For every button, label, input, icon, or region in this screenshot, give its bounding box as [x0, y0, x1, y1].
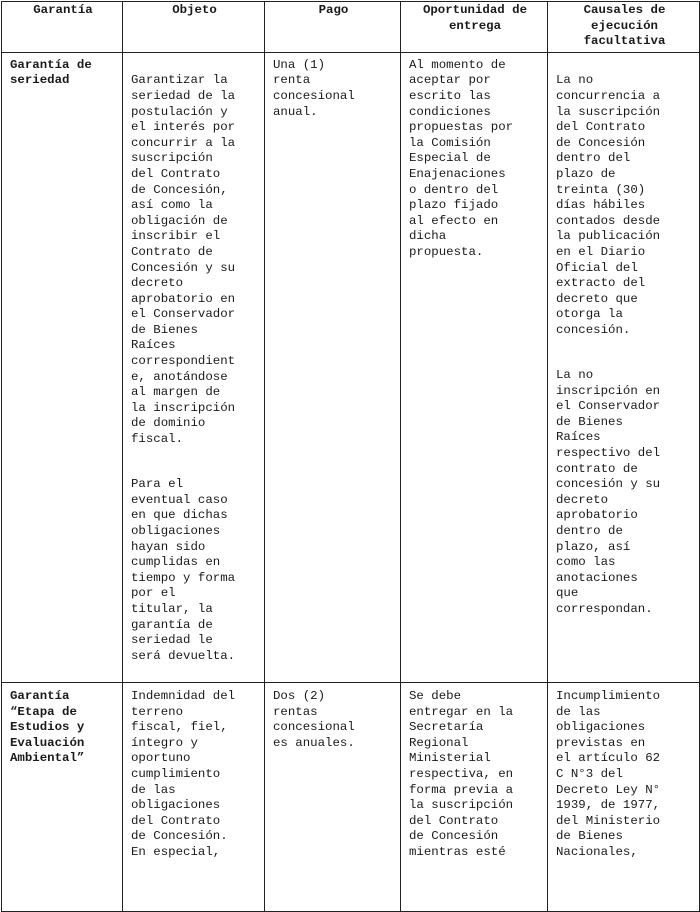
cell-causales: Incumplimiento de las obligaciones previstas en el artículo 62 C N°3 del Decreto Ley N° 1939, de 1977, del Ministerio de Bienes Nacionales, [548, 682, 700, 911]
header-oportunidad: Oportunidad de entrega [401, 2, 548, 53]
header-objeto: Objeto [123, 2, 265, 53]
cell-paragraph: La no inscripción en el Conservador de Bienes Raíces respectivo del contrato de concesión y su decreto aprobatorio dentro de plazo, así como las anotaciones que correspondan. [556, 368, 661, 616]
cell-pago: Dos (2) rentas concesional es anuales. [265, 682, 401, 911]
table-header-row [2, 2, 700, 53]
cell-objeto [123, 52, 265, 682]
guarantees-table [1, 1, 700, 912]
header-causales: Causales de ejecución facultativa [548, 2, 700, 53]
cell-pago: Una (1) renta concesional anual. [265, 52, 401, 682]
header-garantia: Garantía [2, 2, 123, 53]
table-row [2, 52, 700, 682]
cell-paragraph: La no concurrencia a la suscripción del Contrato de Concesión dentro del plazo de treinta (30) días hábiles contados desde la publicación en el Diario Oficial del extracto del decreto que otorga la concesión. [556, 73, 661, 337]
cell-oportunidad: Se debe entregar en la Secretaría Regional Ministerial respectiva, en forma previa a la suscripción del Contrato de Concesión mientras esté [401, 682, 548, 911]
cell-objeto: Indemnidad del terreno fiscal, fiel, íntegro y oportuno cumplimiento de las obligaciones del Contrato de Concesión. En especial, [123, 682, 265, 911]
cell-paragraph: Para el eventual caso en que dichas obligaciones hayan sido cumplidas en tiempo y forma por el titular, la garantía de seriedad le será devuelta. [131, 477, 236, 663]
cell-causales [548, 52, 700, 682]
cell-garantia: Garantía de seriedad [2, 52, 123, 682]
header-pago: Pago [265, 2, 401, 53]
cell-paragraph: Garantizar la seriedad de la postulación y el interés por concurrir a la suscripción del Contrato de Concesión, así como la obligación de inscribir el Contrato de Concesión y su decreto aprobatorio en el Conservador de Bienes Raíces correspondient e, anotándose al margen de la inscripción de dominio fiscal. [131, 73, 236, 447]
cell-garantia: Garantía “Etapa de Estudios y Evaluación Ambiental” [2, 682, 123, 911]
cell-oportunidad: Al momento de aceptar por escrito las condiciones propuestas por la Comisión Especial de Enajenaciones o dentro del plazo fijado al efecto en dicha propuesta. [401, 52, 548, 682]
table-row [2, 682, 700, 911]
